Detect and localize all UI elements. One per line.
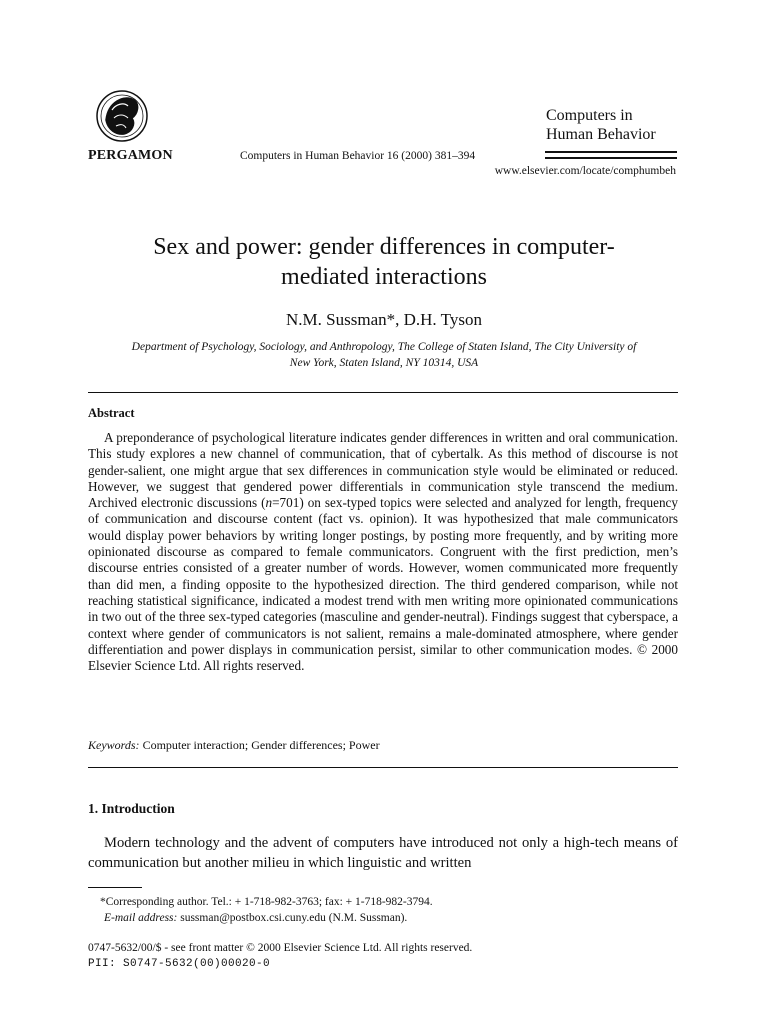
copyright-line: 0747-5632/00/$ - see front matter © 2000 Elsevier Science Ltd. All rights reserved. [88, 942, 473, 954]
article-title-line1: Sex and power: gender differences in computer- [153, 234, 615, 260]
corresponding-author-note: *Corresponding author. Tel.: + 1-718-982-3763; fax: + 1-718-982-3794. [100, 896, 433, 908]
email-label: E-mail address: [104, 912, 178, 924]
footnote [88, 894, 678, 926]
abstract-text-part2: =701) on sex-typed topics were selected and analyzed for length, frequency of communication and discourse content (fact vs. opinion). It was hypothesized that male communicators would display power behaviors by writing longer postings, by posting more frequently, and by writing more opinionated discourse as compared to female communicators. Congruent with the first prediction, men’s discourse entries consisted of a greater number of words. However, women communicated more frequently than did men, a finding opposite to the hypothesized direction. The third gendered comparison, while not reaching statistical significance, indicated a modest trend with men writing more opinionated communications in two out of the three sex-typed categories (masculine and gender-neutral). Findings suggest that cyberspace, a context where gender of communicators is not salient, remains a male-dominated atmosphere, where gender differentiation and power displays in communication persist, similar to other communication modes. © 2000 Elsevier Science Ltd. All rights reserved. [88, 495, 678, 674]
journal-citation: Computers in Human Behavior 16 (2000) 381–394 [240, 150, 476, 162]
article-title-line2: mediated interactions [281, 264, 487, 290]
affiliation-line2: New York, Staten Island, NY 10314, USA [289, 357, 479, 369]
footnote-rule [88, 887, 142, 888]
article-authors: N.M. Sussman*, D.H. Tyson [286, 310, 482, 329]
front-matter [88, 940, 472, 972]
abstract-text-part1: A preponderance of psychological literature indicates gender differences in written and oral communication. This study explores a new channel of communication, that of cybertalk. As this method of discourse is not gender-salient, one might argue that sex differences in communication style would be eliminated or reduced. However, we suggest that gendered power differentials in communication style transcend the medium. Archived electronic discussions ( [88, 430, 678, 511]
keywords-list: Computer interaction; Gender differences; Power [139, 738, 380, 752]
keywords [88, 738, 380, 753]
publisher-name: PERGAMON [88, 148, 173, 163]
abstract-n-symbol: n [265, 495, 273, 511]
pii-line: PII: S0747-5632(00)00020-0 [88, 958, 271, 970]
journal-url[interactable]: www.elsevier.com/locate/comphumbeh [494, 165, 676, 177]
article-title [60, 232, 708, 292]
section-heading-introduction: 1. Introduction [88, 801, 175, 816]
abstract-heading: Abstract [88, 406, 135, 420]
abstract-body [88, 430, 678, 674]
journal-name-line2: Human Behavior [546, 126, 656, 143]
keywords-label: Keywords: [88, 738, 140, 752]
email-address[interactable]: sussman@postbox.csi.cuny.edu (N.M. Sussman). [177, 912, 408, 924]
email-note [88, 910, 678, 926]
journal-rule [545, 157, 677, 159]
divider [88, 767, 678, 768]
journal-name-line1: Computers in [546, 107, 633, 124]
introduction-body: Modern technology and the advent of computers have introduced not only a high-tech means of communication but another milieu in which linguistic and written [88, 835, 678, 871]
affiliation-line1: Department of Psychology, Sociology, and Anthropology, The College of Staten Island, The City University of [131, 341, 637, 353]
author-affiliation [86, 339, 682, 371]
divider [88, 392, 678, 393]
journal-name [546, 106, 656, 144]
journal-rule [545, 151, 677, 153]
